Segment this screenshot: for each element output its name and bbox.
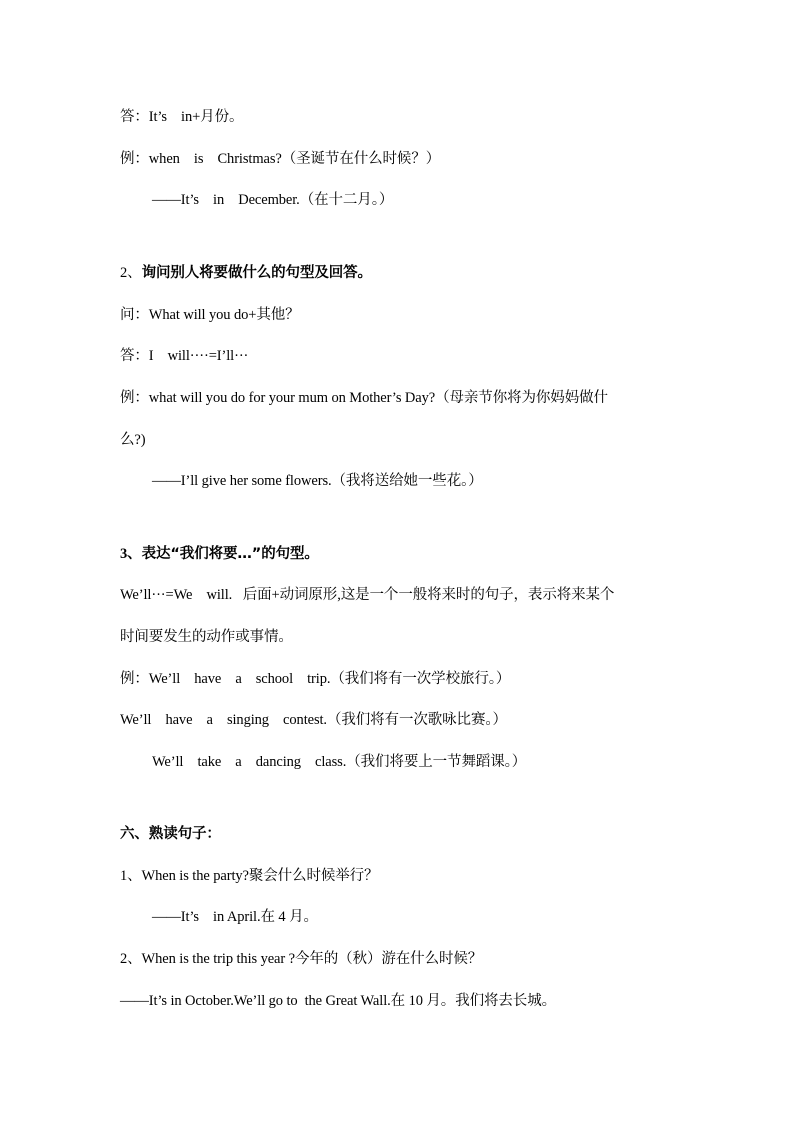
example-reply-line: ——It’s in December.（在十二月。） (152, 192, 394, 208)
section-2-title: 询问别人将要做什么的句型及回答。 (141, 265, 372, 281)
section-3-number: 3、 (120, 546, 142, 562)
sentence-item-2: 2、When is the trip this year ?今年的（秋）游在什么时候？ (120, 951, 483, 967)
example-line-continued: 么?) (120, 432, 146, 448)
answer-line: 答：I will····=I’ll··· (120, 348, 249, 364)
section-2-heading (120, 263, 372, 283)
section-6-heading: 六、熟读句子： (120, 826, 221, 842)
example-reply-line: ——I’ll give her some flowers.（我将送给她一些花。） (152, 473, 483, 489)
example-line: We’ll have a singing contest.（我们将有一次歌咏比赛。） (120, 712, 507, 728)
question-line: 问：What will you do+其他？ (120, 307, 300, 323)
answer-line: 答：It’s in+月份。 (120, 109, 244, 125)
section-2-number: 2、 (120, 265, 142, 281)
sentence-item-2-reply: ——It’s in October.We’ll go to the Great Wall.在 10 月。我们将去长城。 (120, 993, 557, 1009)
explanation-line-continued: 时间要发生的动作或事情。 (120, 629, 293, 645)
section-3-heading (120, 544, 319, 564)
sentence-item-1: 1、When is the party?聚会什么时候举行？ (120, 868, 379, 884)
example-line: 例：when is Christmas?（圣诞节在什么时候？） (120, 151, 441, 167)
sentence-item-1-reply: ——It’s in April.在 4 月。 (152, 909, 318, 925)
example-line: We’ll take a dancing class.（我们将要上一节舞蹈课。） (152, 754, 527, 770)
example-line: 例：We’ll have a school trip.（我们将有一次学校旅行。） (120, 671, 511, 687)
explanation-line: We’ll···=We will. 后面+动词原形,这是一个一般将来时的句子，表示将来某个 (120, 587, 615, 603)
example-line: 例：what will you do for your mum on Mother’s Day?（母亲节你将为你妈妈做什 (120, 390, 608, 406)
section-3-title: 表达“我们将要…”的句型。 (141, 546, 319, 562)
